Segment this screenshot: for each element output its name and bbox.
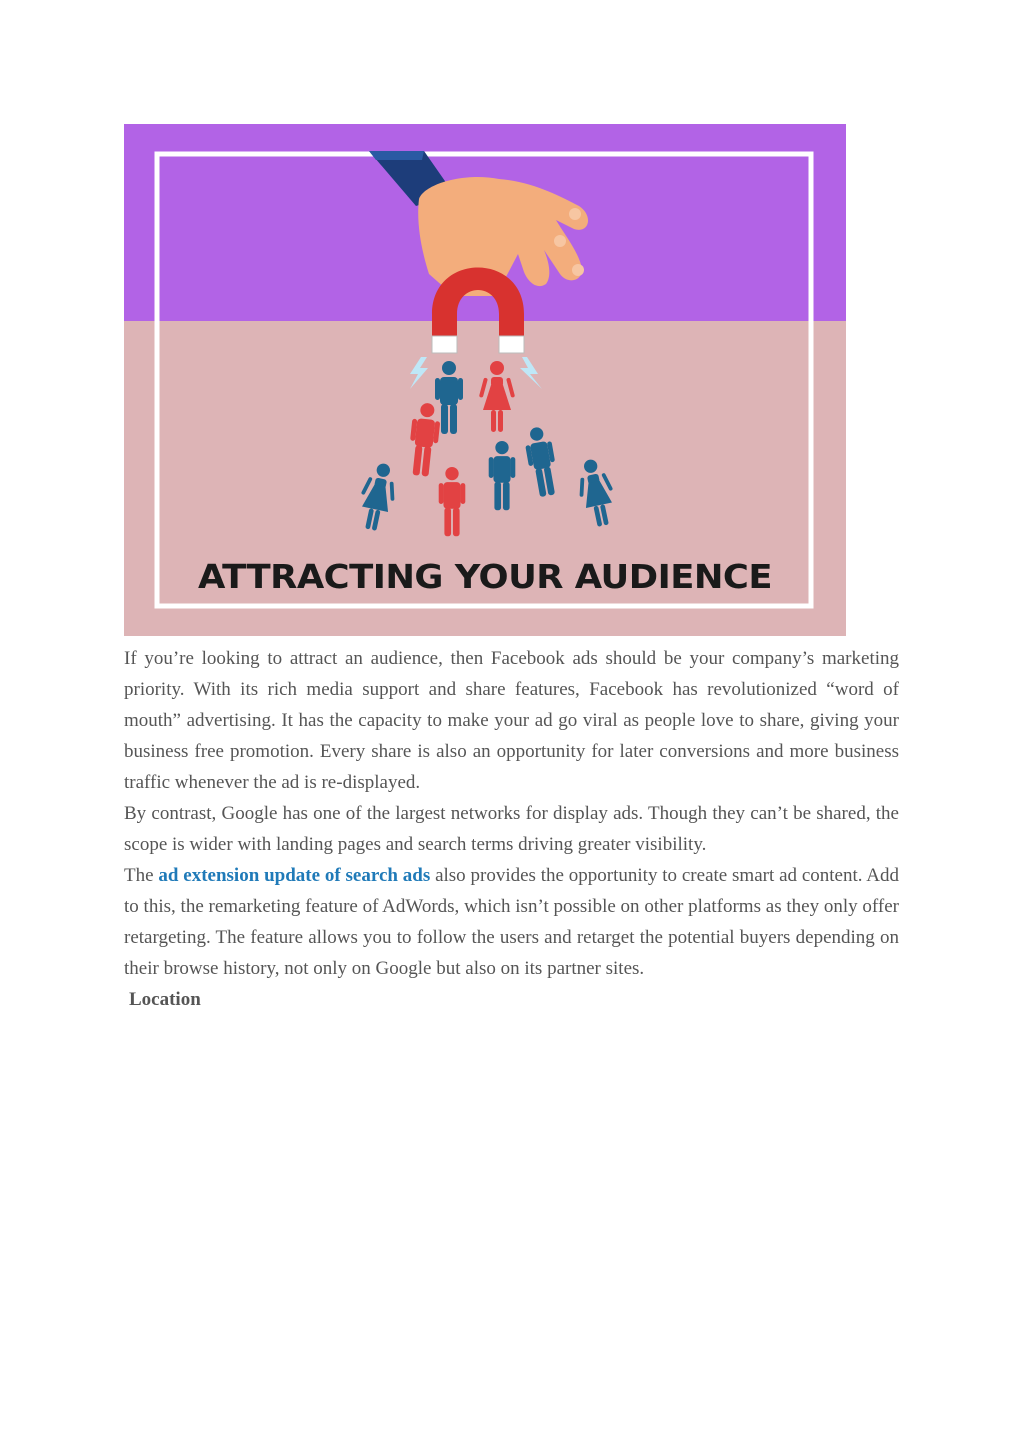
paragraph-adwords-text: also provides the opportunity to create smart ad content. Add to this, the remarketing feature of AdWords, which isn’t possible on other platforms as they only offer retargeting. The feature allows you to follow the users and retarget the potential buyers depending on their browse history, not only on Google but also on its partner sites. [124,865,900,979]
paragraph-facebook: If you’re looking to attract an audience, then Facebook ads should be your company’s marketing priority. With its rich media support and share features, Facebook has revolutionized “word of mouth” advertising. It has the capacity to make your ad go viral as people love to share, giving your business free promotion. Every share is also an opportunity for later conversions and more business traffic whenever the ad is re-displayed. [124,648,899,793]
ad-extension-link[interactable]: ad extension update of search ads [158,865,431,886]
article-body [124,643,899,1015]
paragraph-adwords-lead: The [124,865,154,886]
hero-image [124,124,846,636]
hero-title: ATTRACTING YOUR AUDIENCE [198,557,772,596]
paragraph-adwords [124,860,899,984]
section-heading-location: Location [129,989,201,1010]
paragraph-google: By contrast, Google has one of the largest networks for display ads. Though they can’t be shared, the scope is wider with landing pages and search terms driving greater visibility. [124,803,899,855]
